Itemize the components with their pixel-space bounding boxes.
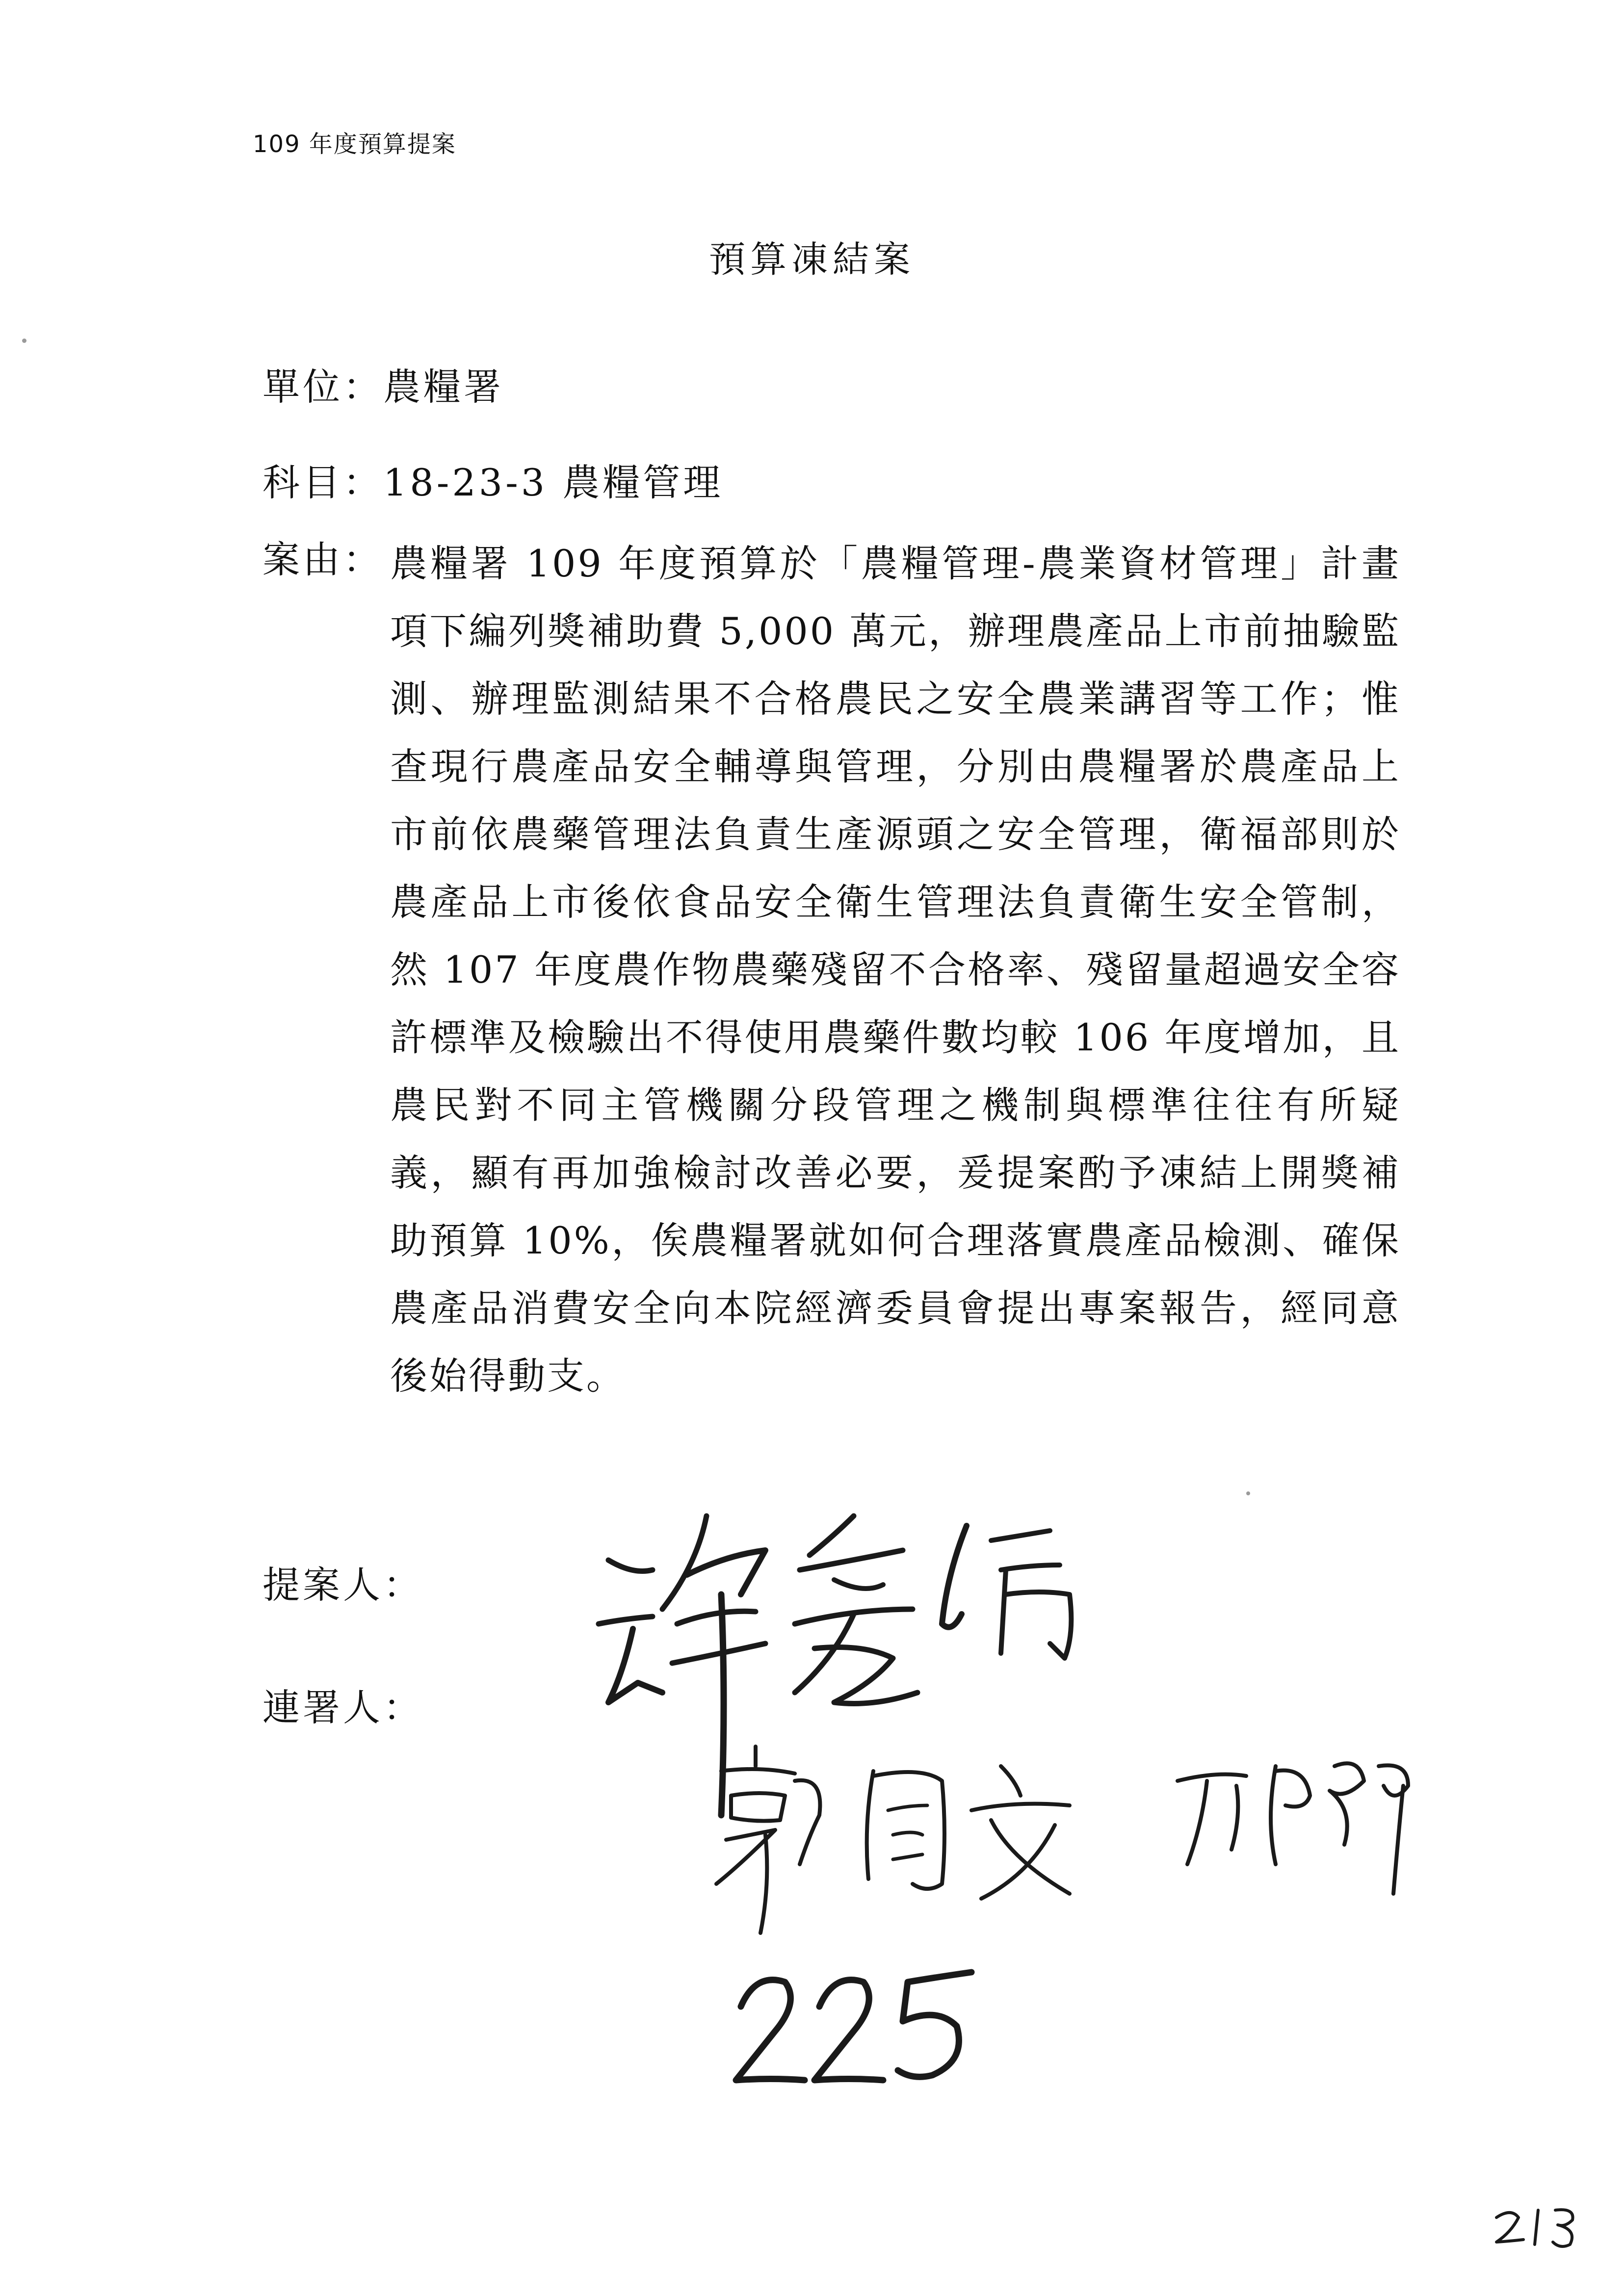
subject-value: 18-23-3 農糧管理 — [383, 461, 724, 504]
cosigner-label: 連署人： — [262, 1686, 423, 1729]
document-title: 預算凍結案 — [709, 238, 915, 281]
unit-field — [262, 357, 504, 411]
unit-label: 單位： — [262, 365, 383, 409]
cosigner-signature — [697, 1737, 1423, 1943]
subject-field — [262, 453, 723, 506]
scan-speck — [22, 339, 26, 343]
corner-mark — [1492, 2198, 1590, 2252]
scan-speck — [1246, 1491, 1250, 1495]
unit-value: 農糧署 — [383, 365, 504, 409]
reason-label: 案由： — [262, 538, 383, 581]
header-note: 109 年度預算提案 — [253, 130, 456, 158]
proposer-label: 提案人： — [262, 1563, 423, 1607]
reason-text: 農糧署 109 年度預算於「農糧管理-農業資材管理」計畫項下編列獎補助費 5,000 萬元，辦理農產品上市前抽驗監測、辦理監測結果不合格農民之安全農業講習等工作；惟查現行農產品安全輔導與管理，分別由農糧署於農產品上市前依農藥管理法負責生產源頭之安全管理，衛福部則於農產品上市後依食品安全衛生管理法負責衛生安全管制，然 107 年度農作物農藥殘留不合格率、殘留量超過安全容許標準及檢驗出不得使用農藥件數均較 106 年度增加，且農民對不同主管機關分段管理之機制與標準往往有所疑義，顯有再加強檢討改善必要，爰提案酌予凍結上開獎補助預算 10%，俟農糧署就如何合理落實農產品檢測、確保農產品消費安全向本院經濟委員會提出專案報告，經同意後始得動支。 — [390, 542, 1401, 1398]
handwritten-number — [726, 1962, 981, 2100]
subject-label: 科目： — [262, 461, 383, 504]
